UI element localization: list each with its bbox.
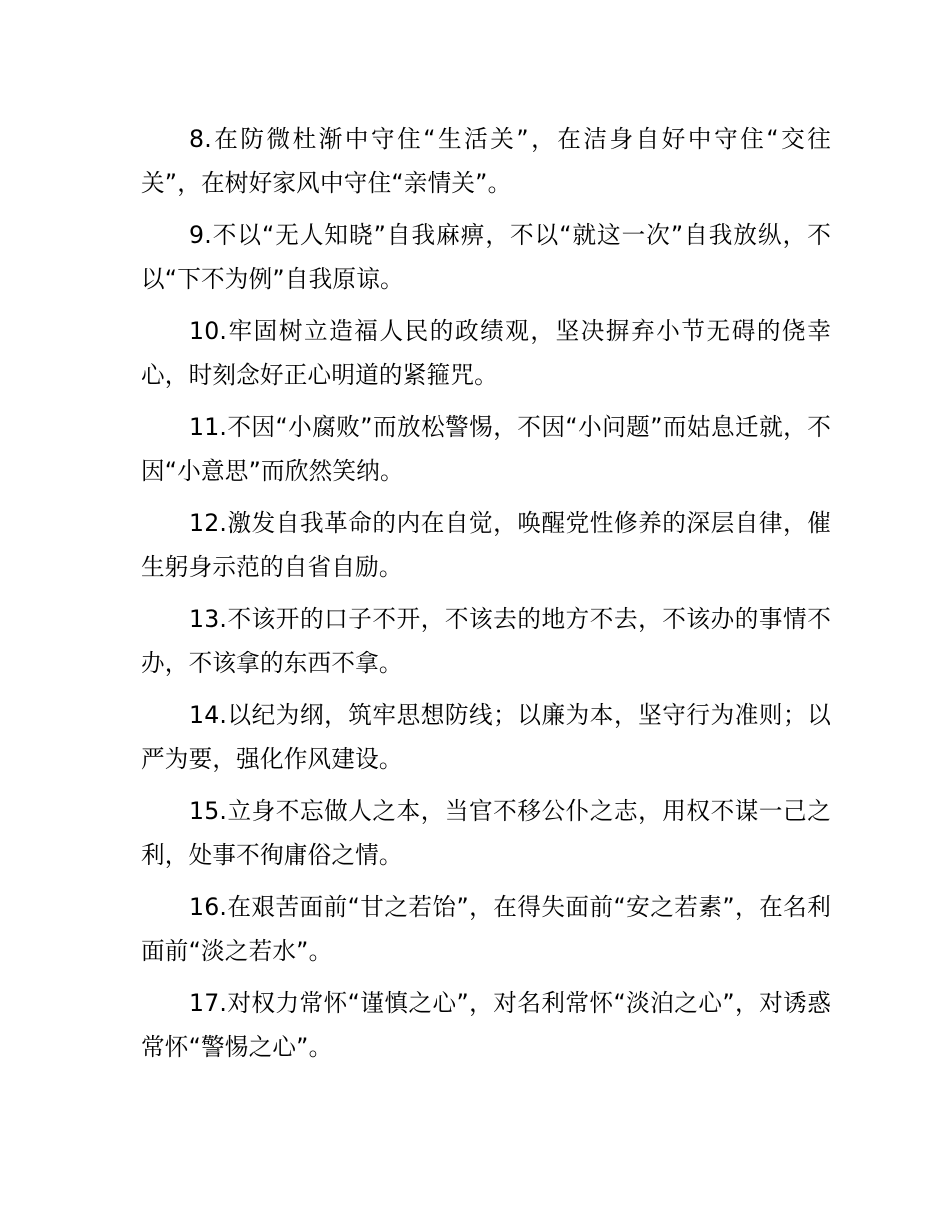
- paragraph-14: 14.以纪为纲，筑牢思想防线；以廉为本，坚守行为准则；以严为要，强化作风建设。: [141, 701, 831, 773]
- paragraph-12: 12.激发自我革命的内在自觉，唤醒党性修养的深层自律，催生躬身示范的自省自励。: [141, 509, 831, 581]
- paragraph-10: 10.牢固树立造福人民的政绩观，坚决摒弃小节无碍的侥幸心，时刻念好正心明道的紧箍咒。: [141, 317, 831, 389]
- paragraph-13: 13.不该开的口子不开，不该去的地方不去，不该办的事情不办，不该拿的东西不拿。: [141, 605, 831, 677]
- paragraph-9: 9.不以“无人知晓”自我麻痹，不以“就这一次”自我放纵，不以“下不为例”自我原谅。: [141, 221, 831, 293]
- paragraph-11: 11.不因“小腐败”而放松警惕，不因“小问题”而姑息迁就，不因“小意思”而欣然笑纳。: [141, 413, 831, 485]
- paragraph-8: 8.在防微杜渐中守住“生活关”，在洁身自好中守住“交往关”，在树好家风中守住“亲情关”。: [141, 125, 832, 197]
- paragraph-16: 16.在艰苦面前“甘之若饴”，在得失面前“安之若素”，在名利面前“淡之若水”。: [141, 893, 831, 965]
- document-body: [141, 117, 831, 1077]
- paragraph-15: 15.立身不忘做人之本，当官不移公仆之志，用权不谋一己之利，处事不徇庸俗之情。: [141, 797, 831, 869]
- paragraph-17: 17.对权力常怀“谨慎之心”，对名利常怀“淡泊之心”，对诱惑常怀“警惕之心”。: [141, 989, 831, 1061]
